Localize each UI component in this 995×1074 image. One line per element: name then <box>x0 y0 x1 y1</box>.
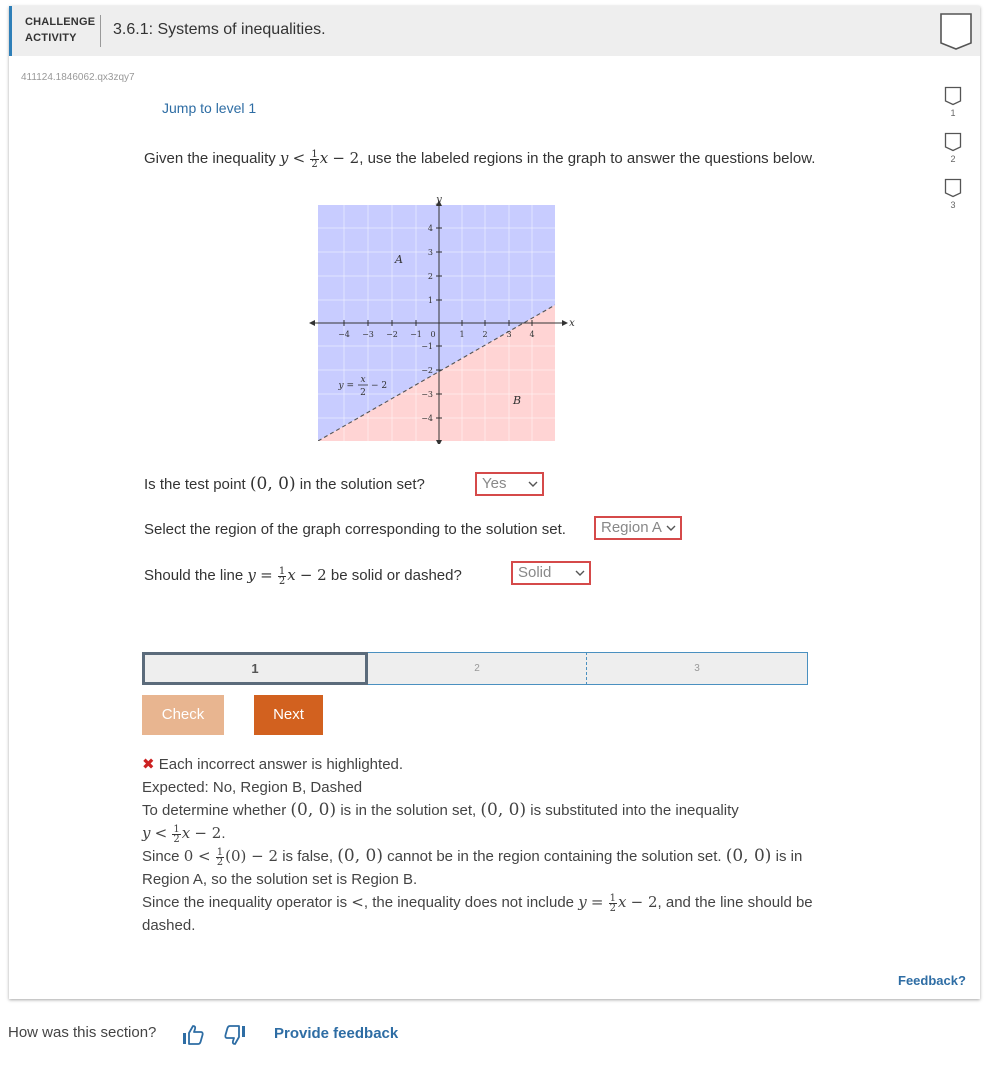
level-bookmark-icon <box>944 132 962 152</box>
question-3: Should the line y = $\frac{1}{2}$ x − 2 be solid or dashed? <box>144 565 462 587</box>
x-axis-left-arrow <box>309 320 315 326</box>
x-tick-label: −4 <box>338 330 350 339</box>
x-axis-label: x <box>569 318 575 329</box>
test-point-select[interactable]: Yes <box>475 472 544 496</box>
rating-buttons <box>181 1024 247 1046</box>
level-bookmark-icon <box>944 178 962 198</box>
inequality-graph <box>309 192 579 444</box>
y-tick-label: 2 <box>427 272 433 281</box>
activity-header <box>9 6 980 56</box>
question-prompt: Given the inequality y < $\frac{1}{2}$ x − 2, use the labeled regions in the graph to answer the questions below. <box>144 148 816 170</box>
y-tick-label: −2 <box>421 366 433 375</box>
feedback-link[interactable]: Feedback? <box>898 973 966 988</box>
header-divider <box>100 15 101 47</box>
region-b-label: B <box>512 394 522 407</box>
line-type-select[interactable]: Solid <box>511 561 591 585</box>
level-2-indicator[interactable]: 2 <box>942 132 964 164</box>
expected-answer: Expected: No, Region B, Dashed <box>142 779 363 796</box>
jump-to-level-link[interactable]: Jump to level 1 <box>162 100 257 116</box>
reference-code: 411124.1846062.qx3zqy7 <box>21 72 135 83</box>
level-1-indicator[interactable]: 1 <box>942 86 964 118</box>
x-tick-label: 4 <box>529 330 535 339</box>
y-tick-label: 1 <box>427 296 433 305</box>
chevron-down-icon <box>575 570 585 576</box>
thumbs-up-icon[interactable] <box>181 1024 205 1046</box>
x-tick-label: −1 <box>410 330 422 339</box>
close-icon: ✖ <box>142 756 155 773</box>
y-tick-label: −4 <box>421 414 433 423</box>
provide-feedback-link[interactable]: Provide feedback <box>274 1025 399 1042</box>
x-tick-label: 0 <box>430 330 436 339</box>
section-rating-question: How was this section? <box>8 1024 157 1041</box>
progress-segment-1[interactable]: 1 <box>142 652 368 685</box>
chevron-down-icon <box>528 481 538 487</box>
svg-text:− 2: − 2 <box>371 381 388 391</box>
activity-title: 3.6.1: Systems of inequalities. <box>113 21 326 38</box>
x-tick-label: −2 <box>386 330 398 339</box>
math-inequality: y <box>279 149 289 167</box>
region-select[interactable]: Region A <box>594 516 682 540</box>
progress-segment-2[interactable]: 2 <box>368 652 586 685</box>
explanation-step-1: To determine whether (0, 0) is in the solution set, (0, 0) is substituted into the inequality y < $\frac{1}{2}$ x − 2. <box>142 800 739 845</box>
thumbs-down-icon[interactable] <box>223 1024 247 1046</box>
completion-bookmark-icon <box>938 11 974 51</box>
explanation-step-3: Since the inequality operator is <, the inequality does not include y = $\frac{1}{2}$ x − 2, and the line should be dashed. <box>142 892 813 934</box>
y-tick-label: −1 <box>421 342 433 351</box>
progress-segment-3[interactable]: 3 <box>586 652 808 685</box>
svg-text:x: x <box>360 375 366 385</box>
explanation-panel <box>142 753 822 937</box>
y-axis-label: y <box>436 194 442 206</box>
check-button[interactable]: Check <box>142 695 224 735</box>
x-tick-label: 1 <box>459 330 465 339</box>
x-tick-label: 3 <box>506 330 512 339</box>
question-1: Is the test point (0, 0) in the solution set? <box>144 474 425 494</box>
region-a-label: A <box>395 253 403 266</box>
x-tick-label: 2 <box>482 330 488 339</box>
y-tick-label: 3 <box>427 248 433 257</box>
question-2: Select the region of the graph corresponding to the solution set. <box>144 521 566 538</box>
y-tick-label: −3 <box>421 390 433 399</box>
x-axis-right-arrow <box>562 320 568 326</box>
svg-text:y =: y = <box>338 381 354 391</box>
x-tick-label: −3 <box>362 330 374 339</box>
explanation-step-2: Since 0 < $\frac{1}{2}$ (0) − 2 is false, (0, 0) cannot be in the region containing the solution set. (0, 0) is in Region A, so the solution set is Region B. <box>142 846 803 888</box>
svg-text:2: 2 <box>360 388 366 398</box>
next-button[interactable]: Next <box>254 695 323 735</box>
activity-type-label: CHALLENGE ACTIVITY <box>25 16 96 44</box>
incorrect-message: ✖ Each incorrect answer is highlighted. <box>142 756 404 773</box>
y-axis-bottom-arrow <box>436 440 442 444</box>
level-progress-bar <box>142 652 808 685</box>
level-bookmark-icon <box>944 86 962 106</box>
y-tick-label: 4 <box>427 224 433 233</box>
challenge-activity-card <box>9 6 980 999</box>
chevron-down-icon <box>666 525 676 531</box>
level-3-indicator[interactable]: 3 <box>942 178 964 210</box>
